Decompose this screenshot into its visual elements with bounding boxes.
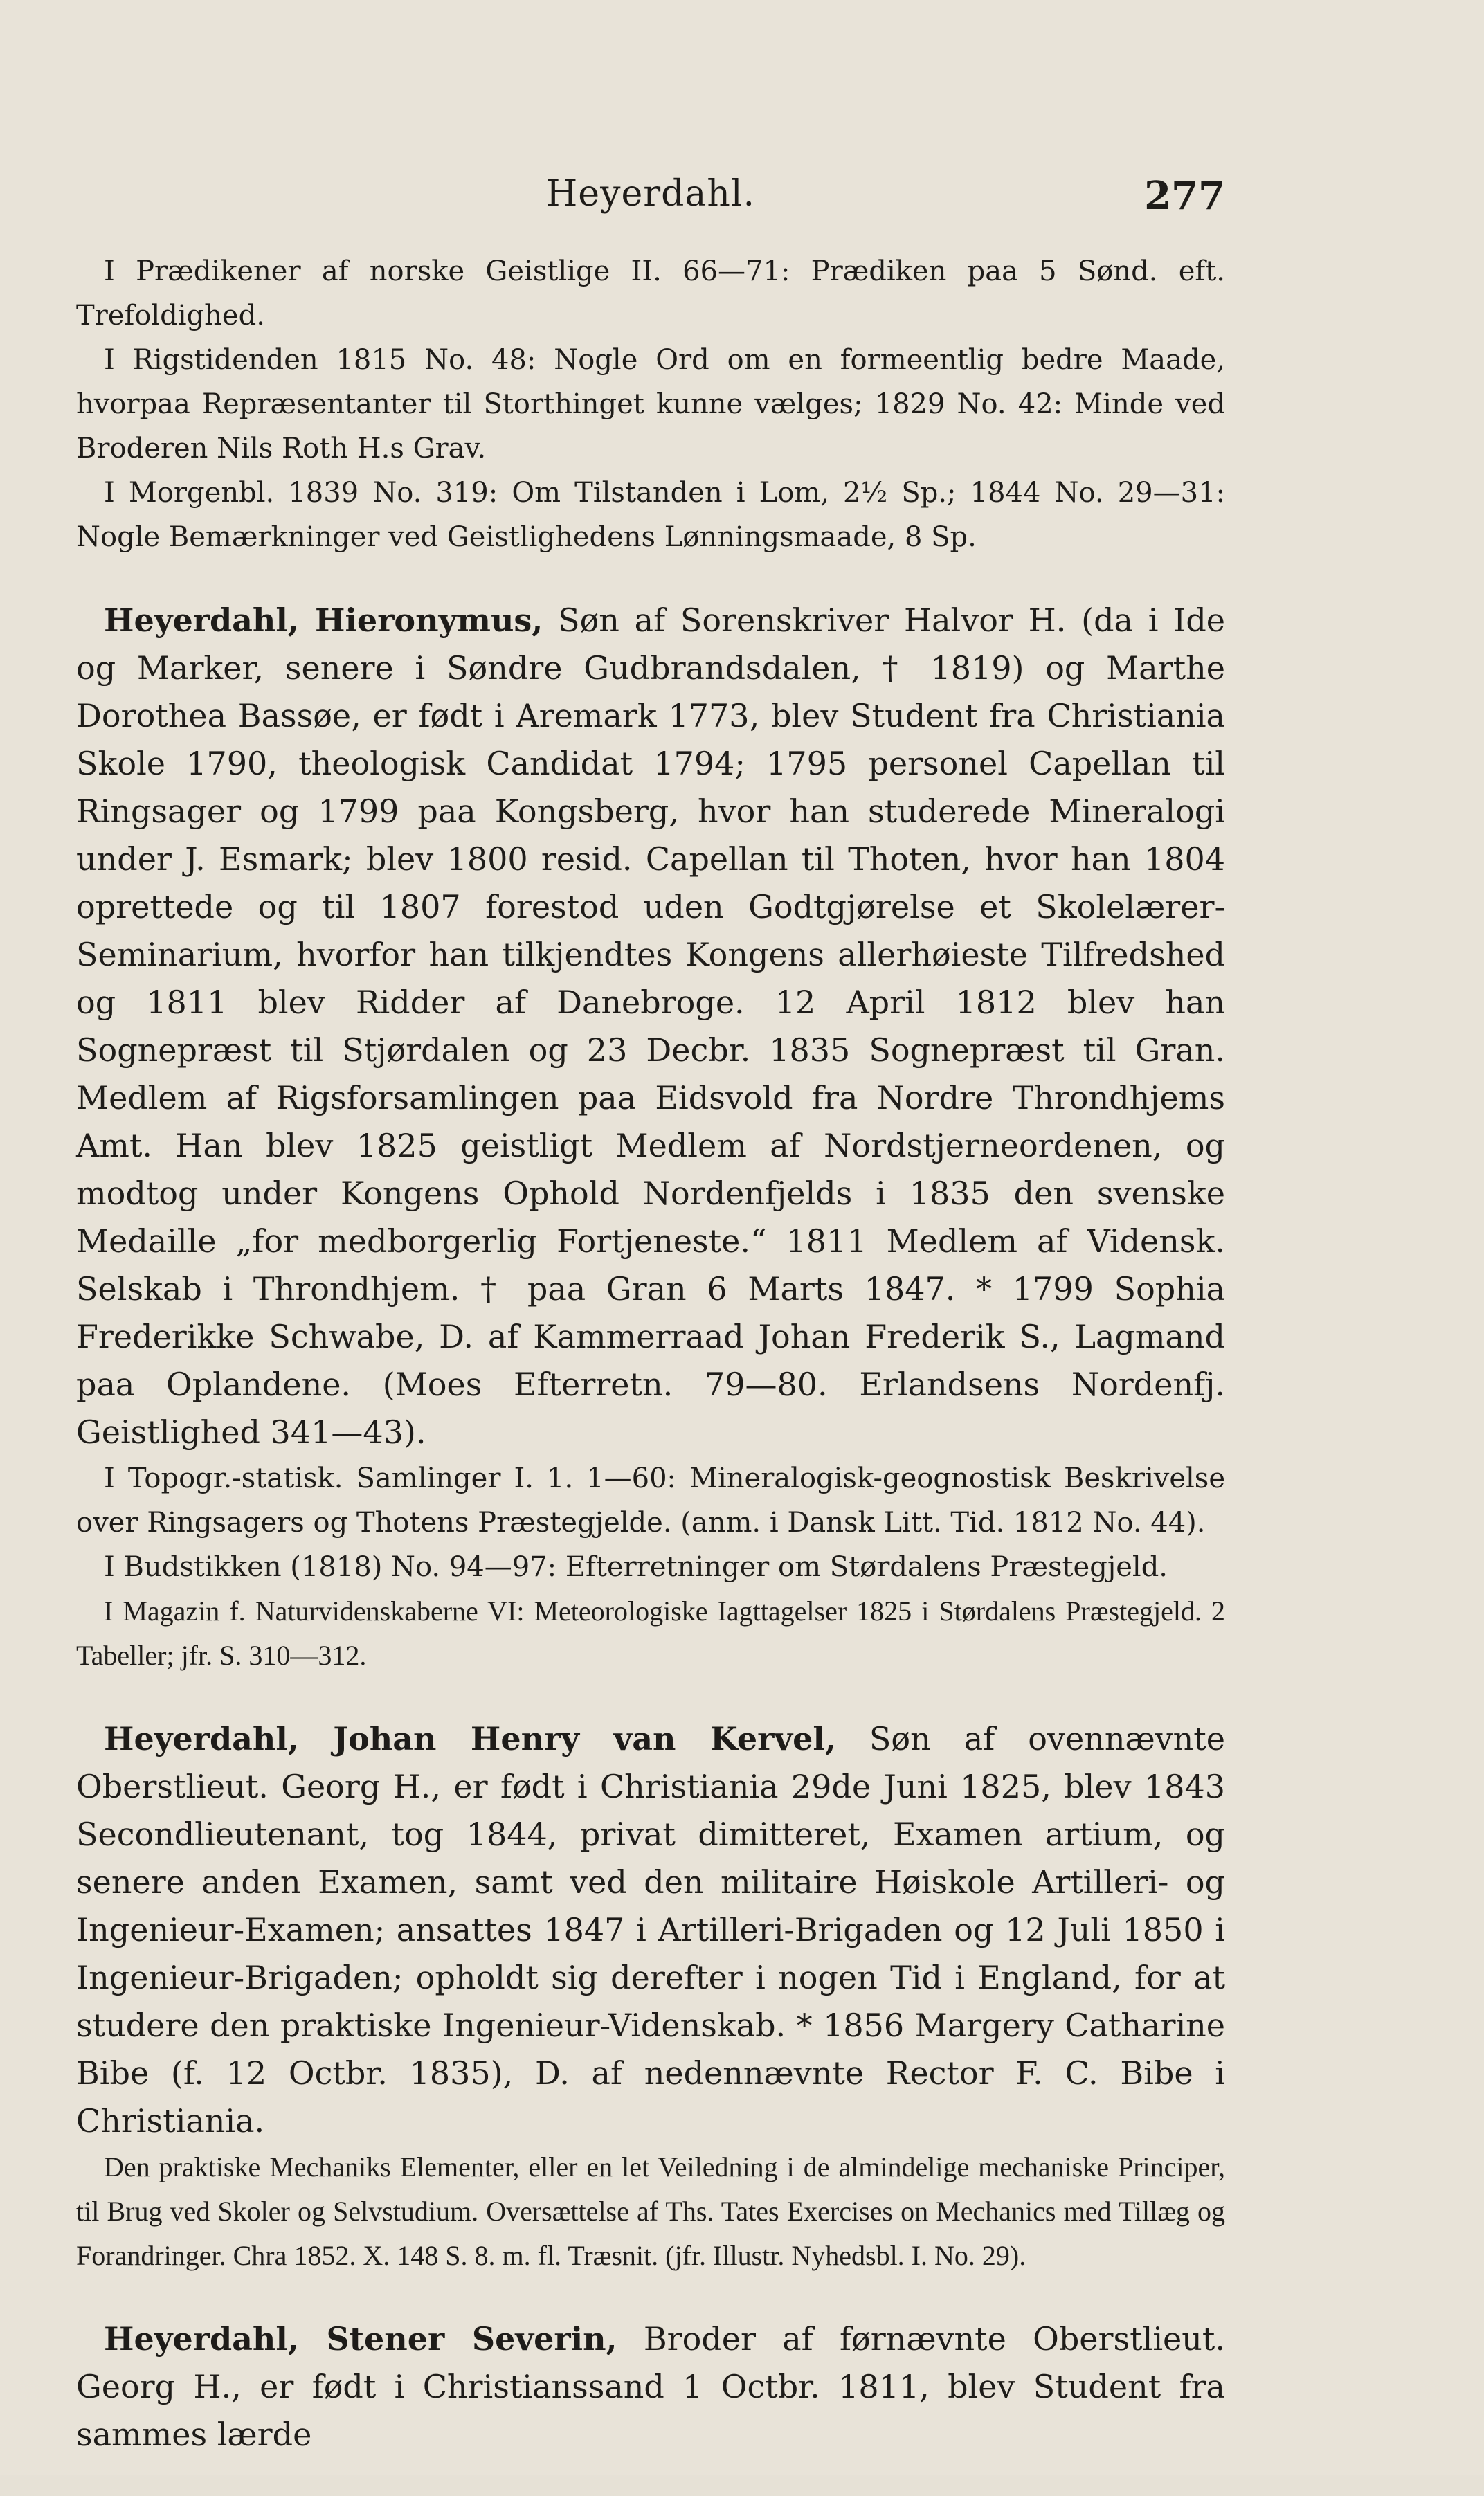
entry-body bbox=[76, 2315, 1225, 2459]
entry-text: Broder af førnævnte Oberstlieut. Georg H., er født i Christianssand 1 Octbr. 1811, blev Student fra sammes lærde bbox=[76, 2320, 1225, 2453]
entry-headword: Heyerdahl, Johan Henry van Kervel, bbox=[104, 1720, 836, 1757]
bibliography-block bbox=[76, 249, 1225, 559]
page-content bbox=[76, 173, 1225, 2496]
bibliography-note: Den praktiske Mechaniks Elementer, eller en let Veiledning i de almindelige mechaniske Principer, til Brug ved Skoler og Selvstudium. Oversættelse af Ths. Tates Exercises on Mechanics med Tillæg og Forandringer. Chra 1852. X. 148 S. 8. m. fl. Træsnit. (jfr. Illustr. Nyhedsbl. I. No. 29). bbox=[76, 2151, 1225, 2271]
entry-johan-henry bbox=[76, 1715, 1225, 2278]
page-header bbox=[76, 173, 1225, 235]
entry-headword: Heyerdahl, Hieronymus, bbox=[104, 602, 543, 639]
running-title: Heyerdahl. bbox=[545, 173, 756, 215]
entry-body bbox=[76, 1715, 1225, 2145]
bibliography-note: I Magazin f. Naturvidenskaberne VI: Meteorologiske Iagttagelser 1825 i Størdalens Præstegjeld. 2 Tabeller; jfr. S. 310—312. bbox=[76, 1595, 1225, 1671]
bibliography-note: I Budstikken (1818) No. 94—97: Efterretninger om Størdalens Præstegjeld. bbox=[104, 1551, 1168, 1583]
bibliography-note: I Morgenbl. 1839 No. 319: Om Tilstanden i Lom, 2½ Sp.; 1844 No. 29—31: Nogle Bemærkninger ved Geistlighedens Lønningsmaade, 8 Sp. bbox=[76, 477, 1225, 553]
page-number: 277 bbox=[1144, 173, 1225, 219]
entry-text: Søn af Sorenskriver Halvor H. (da i Ide og Marker, senere i Søndre Gudbrandsdalen, † 1819) og Marthe Dorothea Bassøe, er født i Aremark 1773, blev Student fra Christiania Skole 1790, theologisk Candidat 1794; 1795 personel Capellan til Ringsager og 1799 paa Kongsberg, hvor han studerede Mineralogi under J. Esmark; blev 1800 resid. Capellan til Thoten, hvor han 1804 oprettede og til 1807 forestod uden Godtgjørelse et Skolelærer-Seminarium, hvorfor han tilkjendtes Kongens allerhøieste Tilfredshed og 1811 blev Ridder af Danebroge. 12 April 1812 blev han Sognepræst til Stjørdalen og 23 Decbr. 1835 Sognepræst til Gran. Medlem af Rigsforsamlingen paa Eidsvold fra Nordre Throndhjems Amt. Han blev 1825 geistligt Medlem af Nordstjerneordenen, og modtog under Kongens Ophold Nordenfjelds i 1835 den svenske Medaille „for medborgerlig Fortjeneste.“ 1811 Medlem af Vidensk. Selskab i Throndhjem. † paa Gran 6 Marts 1847. * 1799 Sophia Frederikke Schwabe, D. af Kammerraad Johan Frederik S., Lagmand paa Oplandene. (Moes Efterretn. 79—80. Erlandsens Nordenfj. Geistlighed 341—43). bbox=[76, 602, 1226, 1451]
entry-stener bbox=[76, 2315, 1225, 2459]
entry-body bbox=[76, 597, 1225, 1456]
bibliography-note: I Prædikener af norske Geistlige II. 66—71: Prædiken paa 5 Sønd. eft. Trefoldighed. bbox=[76, 255, 1225, 332]
bibliography-note: I Rigstidenden 1815 No. 48: Nogle Ord om en formeentlig bedre Maade, hvorpaa Repræsentanter til Storthinget kunne vælges; 1829 No. 42: Minde ved Broderen Nils Roth H.s Grav. bbox=[76, 344, 1225, 464]
entry-text: Søn af ovennævnte Oberstlieut. Georg H., er født i Christiania 29de Juni 1825, blev 1843 Secondlieutenant, tog 1844, privat dimitteret, Examen artium, og senere anden Examen, samt ved den militaire Høiskole Artilleri- og Ingenieur-Examen; ansattes 1847 i Artilleri-Brigaden og 12 Juli 1850 i Ingenieur-Brigaden; opholdt sig derefter i nogen Tid i England, for at studere den praktiske Ingenieur-Videnskab. * 1856 Margery Catharine Bibe (f. 12 Octbr. 1835), D. af nedennævnte Rector F. C. Bibe i Christiania. bbox=[76, 1720, 1226, 2140]
entry-hieronymus bbox=[76, 597, 1225, 1678]
bibliography-note: I Topogr.-statisk. Samlinger I. 1. 1—60: Mineralogisk-geognostisk Beskrivelse over Ringsagers og Thotens Præstegjelde. (anm. i Dansk Litt. Tid. 1812 No. 44). bbox=[76, 1463, 1225, 1539]
entry-headword: Heyerdahl, Stener Severin, bbox=[104, 2320, 617, 2358]
